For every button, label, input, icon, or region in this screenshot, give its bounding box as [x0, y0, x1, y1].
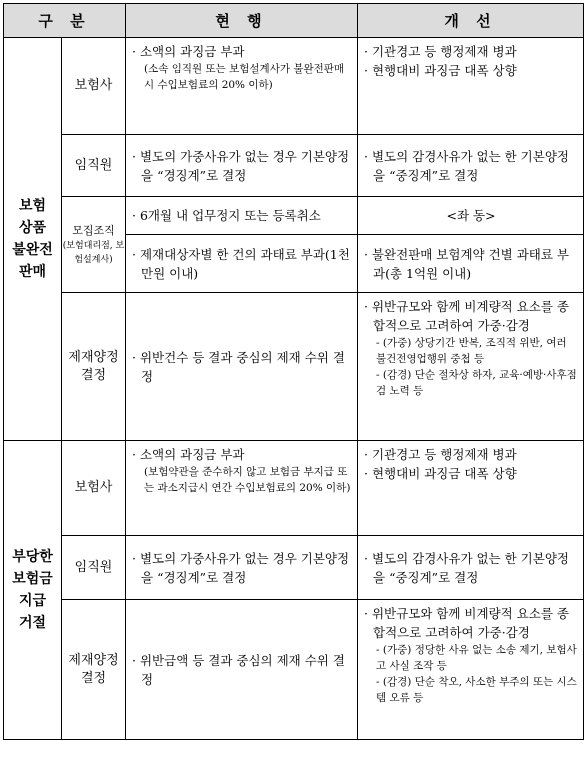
header-category: 구 분 [4, 4, 126, 38]
row-label: 보험사 [62, 441, 126, 536]
row-label: 보험사 [62, 38, 126, 135]
table-row [4, 600, 584, 740]
improved-cell: · 기관경고 등 행정제재 병과 · 현행대비 과징금 대폭 상향 [358, 441, 584, 536]
current-cell: · 제재대상자별 한 건의 과태료 부과(1천만원 이내) [126, 235, 358, 293]
header-improved: 개 선 [358, 4, 584, 38]
improved-cell: · 불완전판매 보험계약 건별 과태료 부과(총 1억원 이내) [358, 235, 584, 293]
improved-cell: · 별도의 감경사유가 없는 한 기본양정을 “중징계”로 결정 [358, 536, 584, 600]
table-header-row [4, 4, 584, 38]
row-label: 제재양정 결정 [62, 293, 126, 441]
table-row [4, 441, 584, 536]
current-cell: · 위반금액 등 결과 중심의 제재 수위 결정 [126, 600, 358, 740]
improved-cell: · 위반규모와 함께 비계량적 요소를 종합적으로 고려하여 가중·감경 - (가중) 상당기간 반복, 조직적 위반, 여러 불건전영업행위 중첩 등 - (감경) 단순 절차상 하자, 교육·예방·사후점검 노력 등 [358, 293, 584, 441]
current-cell: · 6개월 내 업무정지 또는 등록취소 [126, 197, 358, 235]
comparison-table [3, 3, 584, 740]
section-title-claim-denial: 부당한 보험금 지급 거절 [4, 441, 62, 740]
table-row [4, 135, 584, 197]
row-label: 제재양정 결정 [62, 600, 126, 740]
improved-cell: · 기관경고 등 행정제재 병과 · 현행대비 과징금 대폭 상향 [358, 38, 584, 135]
current-cell: · 별도의 가중사유가 없는 경우 기본양정을 “경징계”로 결정 [126, 536, 358, 600]
section-title-mis-selling: 보험 상품 불완전 판매 [4, 38, 62, 441]
header-current: 현 행 [126, 4, 358, 38]
current-cell: · 소액의 과징금 부과 (소속 임직원 또는 보험설계사가 불완전판매시 수입보험료의 20% 이하) [126, 38, 358, 135]
improved-cell: <좌 동> [358, 197, 584, 235]
row-label: 모집조직 (보험대리점, 보험설계사) [62, 197, 126, 293]
table-row [4, 38, 584, 135]
current-cell: · 소액의 과징금 부과 (보험약관을 준수하지 않고 보험금 부지급 또는 과소지급시 연간 수입보험료의 20% 이하) [126, 441, 358, 536]
current-cell: · 위반건수 등 결과 중심의 제재 수위 결정 [126, 293, 358, 441]
row-label: 임직원 [62, 135, 126, 197]
table-row [4, 197, 584, 235]
improved-cell: · 별도의 감경사유가 없는 한 기본양정을 “중징계”로 결정 [358, 135, 584, 197]
table-row [4, 293, 584, 441]
improved-cell: · 위반규모와 함께 비계량적 요소를 종합적으로 고려하여 가중·감경 - (가중) 정당한 사유 없는 소송 제기, 보험사고 사실 조작 등 - (감경) 단순 착오, 사소한 부주의 또는 시스템 오류 등 [358, 600, 584, 740]
table-row [4, 536, 584, 600]
row-label: 임직원 [62, 536, 126, 600]
current-cell: · 별도의 가중사유가 없는 경우 기본양정을 “경징계”로 결정 [126, 135, 358, 197]
